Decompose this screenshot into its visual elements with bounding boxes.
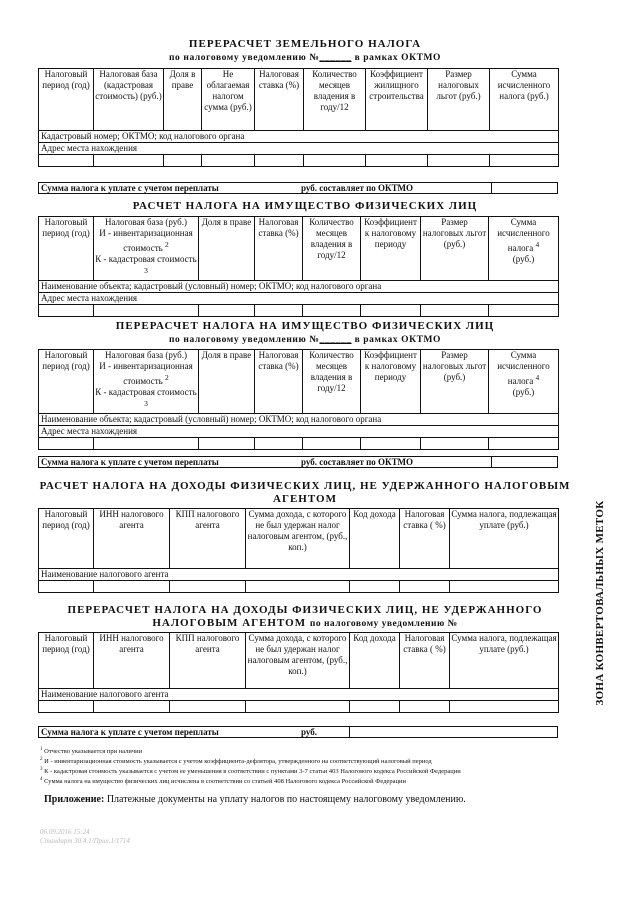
- property-recalc-sum-row: [38, 456, 558, 468]
- col-period: Налоговый период (год): [39, 69, 94, 131]
- appendix-text: Платежные документы на уплату налогов по настоящему налоговому уведомлению.: [106, 794, 466, 805]
- address-label: Адрес места нахождения: [39, 143, 559, 155]
- col-tax-base: Налоговая база (руб.) И - инвентаризационная стоимость $^2$ К - кадастровая стоимость $^3$: [94, 350, 199, 414]
- footnote-3: $^3$ К - кадастровая стоимость указывается с учетом ее уменьшения в соответствии с пунктами 3-7 статьи 403 Налогового кодекса Российской Федерации: [40, 767, 461, 776]
- sum-suffix: руб. составляет по ОКТМО: [301, 457, 413, 467]
- print-stamp: 06.09.2016 15:24 Стандарт 30.4.1/Прил.1/1714: [40, 828, 130, 845]
- land-tax-sum-row: [38, 182, 558, 194]
- col-period: Налоговый период (год): [39, 509, 94, 569]
- col-income-code: Код дохода: [350, 509, 400, 569]
- notice-number-blank: ______: [319, 335, 352, 345]
- col-rate: Налоговая ставка (%): [255, 217, 303, 281]
- sum-label: Сумма налога к уплате с учетом переплаты: [41, 727, 219, 737]
- subtitle-text: в рамках ОКТМО: [354, 335, 442, 345]
- col-benefits: Размер налоговых льгот (руб.): [428, 69, 490, 131]
- land-tax-subtitle: [30, 52, 580, 64]
- col-coefficient: Коэффициент к налоговому периоду: [361, 350, 421, 414]
- ndfl-recalc-title: ПЕРЕРАСЧЕТ НАЛОГА НА ДОХОДЫ ФИЗИЧЕСКИХ ЛИЦ, НЕ УДЕРЖАННОГО НАЛОГОВЫМ АГЕНТОМ по налоговому уведомлению №: [67, 604, 543, 629]
- property-tax-table: [38, 216, 559, 317]
- property-recalc-subtitle: [30, 334, 580, 346]
- table-row: [39, 701, 559, 713]
- table-row: [39, 155, 559, 167]
- col-months: Количество месяцев владения в году/12: [304, 69, 366, 131]
- ndfl-recalc-table: [38, 632, 559, 713]
- table-row: [39, 581, 559, 593]
- col-tax-sum: Сумма исчисленного налога $^4$ (руб.): [489, 350, 559, 414]
- table-row: [39, 438, 559, 450]
- agent-name-label: Наименование налогового агента: [39, 689, 559, 701]
- envelope-marks-zone: [583, 488, 617, 718]
- land-tax-title: ПЕРЕРАСЧЕТ ЗЕМЕЛЬНОГО НАЛОГА: [188, 38, 422, 50]
- col-income-sum: Сумма дохода, с которого не был удержан налог налоговым агентом, (руб., коп.): [246, 509, 350, 569]
- col-rate: Налоговая ставка (%): [255, 69, 304, 131]
- property-recalc-table: [38, 349, 559, 450]
- col-benefits: Размер налоговых льгот (руб.): [421, 350, 489, 414]
- table-row: [39, 305, 559, 317]
- col-share: Доля в праве: [199, 350, 255, 414]
- property-recalc-title: ПЕРЕРАСЧЕТ НАЛОГА НА ИМУЩЕСТВО ФИЗИЧЕСКИХ ЛИЦ: [115, 320, 495, 332]
- col-tax-sum: Сумма исчисленного налога $^4$ (руб.): [489, 217, 559, 281]
- col-rate: Налоговая ставка ( %): [400, 509, 450, 569]
- land-tax-table: [38, 68, 559, 167]
- footnote-1: $^1$ Отчество указывается при наличии: [40, 747, 143, 756]
- object-label: Наименование объекта; кадастровый (условный) номер; ОКТМО; код налогового органа: [39, 414, 559, 426]
- ndfl-table: [38, 508, 559, 593]
- col-rate: Налоговая ставка ( %): [400, 633, 450, 689]
- appendix: [44, 794, 466, 806]
- col-share: Доля в праве: [199, 217, 255, 281]
- subtitle-text: в рамках ОКТМО: [354, 53, 442, 63]
- subtitle-text: по налоговому уведомлению №: [168, 335, 320, 345]
- col-agent-kpp: КПП налогового агента: [170, 509, 246, 569]
- col-tax-base: Налоговая база (руб.) И - инвентаризационная стоимость $^2$ К - кадастровая стоимость $^3$: [94, 217, 199, 281]
- col-tax-sum: Сумма налога, подлежащая уплате (руб.): [450, 633, 559, 689]
- col-tax-sum: Сумма исчисленного налога (руб.): [490, 69, 559, 131]
- col-tax-sum: Сумма налога, подлежащая уплате (руб.): [450, 509, 559, 569]
- footnotes: [40, 746, 560, 787]
- sum-suffix: руб. составляет по ОКТМО: [301, 183, 413, 193]
- address-label: Адрес места нахождения: [39, 293, 559, 305]
- footnote-2: $^2$ И - инвентаризационная стоимость указывается с учетом коэффициента-дефлятора, утвержденного на соответствующий налоговый период: [40, 757, 432, 766]
- property-tax-title: РАСЧЕТ НАЛОГА НА ИМУЩЕСТВО ФИЗИЧЕСКИХ ЛИЦ: [132, 200, 478, 212]
- col-coefficient: Коэффициент жилищного строительства: [366, 69, 428, 131]
- col-rate: Налоговая ставка (%): [255, 350, 303, 414]
- col-months: Количество месяцев владения в году/12: [303, 217, 361, 281]
- col-period: Налоговый период (год): [39, 350, 94, 414]
- col-months: Количество месяцев владения в году/12: [303, 350, 361, 414]
- address-label: Адрес места нахождения: [39, 426, 559, 438]
- ndfl-title: РАСЧЕТ НАЛОГА НА ДОХОДЫ ФИЗИЧЕСКИХ ЛИЦ, НЕ УДЕРЖАННОГО НАЛОГОВЫМ АГЕНТОМ: [39, 480, 571, 505]
- col-exempt-amount: Не облагаемая налогом сумма (руб.): [202, 69, 255, 131]
- side-label: ЗОНА КОНВЕРТОВАЛЬНЫХ МЕТОК: [594, 500, 606, 706]
- col-agent-kpp: КПП налогового агента: [170, 633, 246, 689]
- col-income-sum: Сумма дохода, с которого не был удержан налог налоговым агентом, (руб., коп.): [246, 633, 350, 689]
- appendix-label: Приложение:: [44, 794, 105, 805]
- col-tax-base: Налоговая база (кадастровая стоимость) (руб.): [94, 69, 164, 131]
- col-period: Налоговый период (год): [39, 633, 94, 689]
- subtitle-text: по налоговому уведомлению №: [168, 53, 320, 63]
- sum-suffix: руб.: [301, 727, 318, 737]
- col-income-code: Код дохода: [350, 633, 400, 689]
- sum-label: Сумма налога к уплате с учетом переплаты: [41, 457, 219, 467]
- ndfl-recalc-sum-row: [38, 726, 558, 738]
- cadastral-label: Кадастровый номер; ОКТМО; код налогового органа: [39, 131, 559, 143]
- sum-label: Сумма налога к уплате с учетом переплаты: [41, 183, 219, 193]
- notice-number-blank: ______: [319, 53, 352, 63]
- col-agent-inn: ИНН налогового агента: [94, 509, 170, 569]
- col-benefits: Размер налоговых льгот (руб.): [421, 217, 489, 281]
- col-agent-inn: ИНН налогового агента: [94, 633, 170, 689]
- agent-name-label: Наименование налогового агента: [39, 569, 559, 581]
- col-share: Доля в праве: [164, 69, 202, 131]
- col-coefficient: Коэффициент к налоговому периоду: [361, 217, 421, 281]
- col-period: Налоговый период (год): [39, 217, 94, 281]
- object-label: Наименование объекта; кадастровый (условный) номер; ОКТМО; код налогового органа: [39, 281, 559, 293]
- footnote-4: $^4$ Сумма налога на имущество физических лиц исчислена в соответствии со статьей 408 Налогового кодекса Российской Федерации: [40, 777, 406, 786]
